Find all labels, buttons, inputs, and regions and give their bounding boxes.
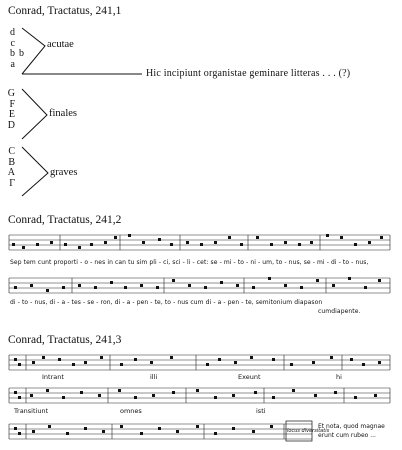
et-nota-text-2: erunt cum rubeo ... [318,432,376,439]
acutae-label: acutae [47,39,74,50]
et-nota-text-1: Et nota, quod magnae [318,423,385,430]
lyric-hi: hi [336,373,342,381]
lyrics-241-2-line1: Sep tem cunt proporti - o - nes in can tu sim pli - ci, sci - li - cet: se - mi - to - ni - um, to - nus, se - mi - di - to - nus, [10,259,369,266]
lyric-transitiunt: Transitiunt [14,407,49,415]
lyric-illi: illi [150,373,158,381]
group-finales-letters: G F E D [7,88,15,131]
staff-241-2-line1 [0,231,402,261]
graves-label: graves [50,167,78,178]
section2-title: Conrad, Tractatus, 241,2 [8,214,122,226]
lyric-intrant: Intrant [42,373,64,381]
group-acutae-letters: d c b a [10,27,15,70]
lyric-exeunt: Exeunt [238,373,261,381]
grouping-brackets [0,0,402,200]
locus-box-label: locus diversitatis [287,428,330,434]
lyrics-241-2-line2: di - to - nus, di - a - tes - se - ron, di - a - pen - te, to - nus cum di - a - pen - te, semitonium diapason [10,299,323,306]
section1-title: Conrad, Tractatus, 241,1 [8,5,122,17]
hic-incipiunt-text: Hic incipiunt organistae geminare litteras . . . (?) [146,68,351,79]
lyric-isti: isti [256,407,266,415]
section3-title: Conrad, Tractatus, 241,3 [8,334,122,346]
staff-241-3-row1 [0,351,402,375]
staff-241-3-row2 [0,384,402,408]
lyric-omnes: omnes [120,407,142,415]
finales-label: finales [49,108,77,119]
lyrics-241-2-line2-extra: cumdiapente. [318,308,361,315]
group-graves-letters: C B A Γ [7,146,15,189]
flat-b-letter: b [19,48,24,59]
